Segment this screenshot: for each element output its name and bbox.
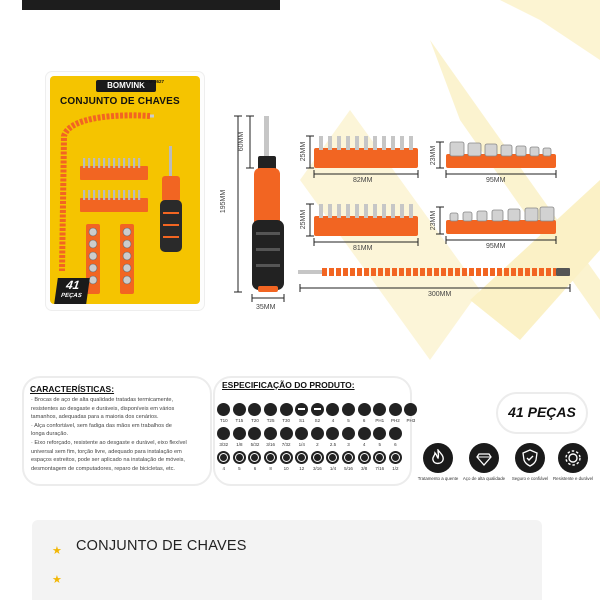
features-line: espaços estreitos, pode ser aplicado na instalação de móveis, — [31, 457, 185, 464]
spec-label: 6 — [362, 418, 366, 423]
spec-label: T10 — [219, 418, 228, 423]
gear-icon — [558, 443, 588, 473]
spec-item — [247, 403, 263, 423]
spec-label: 8 — [269, 466, 272, 471]
bit-icon — [248, 403, 261, 416]
bit-icon — [295, 403, 308, 416]
spec-label: 3/32 — [219, 442, 229, 447]
features-title: CARACTERÍSTICAS: — [30, 384, 115, 394]
spec-row-sockets — [216, 451, 403, 471]
handle-width-dim: 35MM — [256, 304, 276, 311]
bit-icon — [280, 451, 293, 464]
bit-icon — [342, 451, 355, 464]
spec-label: 5 — [378, 442, 381, 447]
bottom-panel — [32, 520, 542, 600]
spec-label: PH1 — [375, 418, 385, 423]
spec-row-bits — [216, 403, 419, 423]
spec-item — [372, 427, 388, 447]
spec-label: 3 — [347, 442, 350, 447]
bit-icon — [404, 403, 417, 416]
bottom-title: CONJUNTO DE CHAVES — [76, 538, 247, 554]
spec-label: T30 — [282, 418, 291, 423]
spec-title: ESPECIFICAÇÃO DO PRODUTO: — [222, 380, 355, 390]
spec-item — [388, 451, 404, 471]
spec-label: 6 — [394, 442, 397, 447]
spec-label: S2 — [314, 418, 321, 423]
bit-icon — [389, 403, 402, 416]
spec-row-hex — [216, 427, 403, 447]
features-line: · Alça confortável, sem fadiga das mãos em trabalhos de — [31, 422, 172, 429]
spec-label: 1/8 — [236, 442, 243, 447]
spec-label: 1/2 — [392, 466, 399, 471]
spec-label: T20 — [251, 418, 259, 423]
bit-icon — [217, 403, 230, 416]
socket-tray-2-illustration — [446, 207, 556, 234]
flex-shaft-length: 300MM — [428, 291, 452, 298]
bit-icon — [264, 451, 277, 464]
features-list — [31, 396, 211, 473]
spec-item — [310, 427, 326, 447]
bit-icon — [358, 427, 371, 440]
count-unit: PEÇAS — [60, 293, 83, 299]
pieces-badge-text: 41 PEÇAS — [508, 404, 576, 420]
spec-item — [263, 427, 279, 447]
bit-icon — [342, 403, 355, 416]
bit-icon — [264, 403, 277, 416]
spec-item — [388, 403, 404, 423]
spec-label: PH3 — [406, 418, 416, 423]
spec-item — [356, 403, 372, 423]
spec-label: 10 — [283, 466, 289, 471]
star-icon: ★ — [52, 545, 62, 557]
bit-tray-1-illustration — [314, 136, 418, 168]
bit-icon — [311, 403, 324, 416]
bit-icon — [326, 427, 339, 440]
bit-icon — [217, 427, 230, 440]
spec-label: 2 — [316, 442, 319, 447]
bit-icon — [373, 451, 386, 464]
spec-label: S1 — [299, 418, 305, 423]
spec-item — [216, 451, 232, 471]
spec-label: 5 — [238, 466, 241, 471]
spec-label: 3/16 — [312, 466, 322, 471]
spec-item — [294, 427, 310, 447]
spec-label: PH2 — [390, 418, 400, 423]
bit-tray-2-illustration — [314, 204, 418, 236]
bit-icon — [248, 451, 261, 464]
bit-icon — [389, 451, 402, 464]
socket-tray-1-height: 23MM — [430, 145, 438, 166]
socket-tray-1-width: 95MM — [486, 177, 506, 184]
spec-item — [325, 403, 341, 423]
socket-tray-2-height: 23MM — [430, 210, 438, 231]
spec-label: 12 — [299, 466, 305, 471]
bit-icon — [233, 403, 246, 416]
bit-icon — [280, 403, 293, 416]
features-line: · Eixo reforçado, resistente ao desgaste e durável, eixo flexível — [31, 439, 187, 446]
bit-icon — [295, 451, 308, 464]
spec-item — [341, 451, 357, 471]
spec-item — [403, 403, 419, 423]
spec-label: 7/32 — [281, 442, 291, 447]
spec-label: 4 — [331, 418, 335, 423]
spec-item — [356, 451, 372, 471]
bit-icon — [358, 451, 371, 464]
bit-icon — [326, 403, 339, 416]
bit-icon — [311, 451, 324, 464]
package-title: CONJUNTO DE CHAVES — [60, 96, 180, 107]
spec-item — [372, 403, 388, 423]
bit-tray-1-width: 82MM — [353, 177, 373, 184]
spec-item — [388, 427, 404, 447]
bit-icon — [373, 403, 386, 416]
spec-label: T15 — [235, 418, 244, 423]
spec-label: T25 — [266, 418, 275, 423]
bit-icon — [342, 427, 355, 440]
bit-tray-2-width: 81MM — [353, 245, 373, 252]
bit-icon — [233, 427, 246, 440]
spec-label: 5/32 — [250, 442, 260, 447]
spec-label: 2.5 — [329, 442, 337, 447]
features-line: resistentes ao desgaste e duráveis, disponíveis em vários — [31, 405, 175, 412]
spec-item — [372, 451, 388, 471]
features-line: universal sem fim, torção livre, adequado para instalação em — [31, 448, 182, 455]
spec-label: 6 — [253, 466, 257, 471]
bit-tray-2-height: 25MM — [300, 209, 308, 230]
spec-item — [216, 427, 232, 447]
brand-logo: BOMVINK — [96, 80, 156, 92]
spec-label: 5/16 — [344, 466, 353, 471]
features-line: longa duração. — [31, 431, 69, 438]
bit-icon — [358, 403, 371, 416]
spec-item — [341, 427, 357, 447]
spec-label: 1/4 — [298, 442, 305, 447]
spec-item — [278, 427, 294, 447]
shield-icon — [515, 443, 545, 473]
bit-tray-1-height: 25MM — [300, 141, 308, 162]
diamond-icon — [469, 443, 499, 473]
spec-label: 3/16 — [266, 442, 275, 447]
screwdriver-illustration — [252, 116, 284, 292]
spec-item — [310, 451, 326, 471]
spec-item — [263, 451, 279, 471]
spec-item — [232, 403, 248, 423]
spec-item — [278, 403, 294, 423]
spec-item — [294, 451, 310, 471]
bit-icon — [217, 451, 230, 464]
icon-label: Seguro e confiável — [511, 476, 549, 481]
spec-item — [294, 403, 310, 423]
spec-item — [310, 403, 326, 423]
features-line: · Brocas de aço de alta qualidade tratadas termicamente, — [31, 397, 174, 403]
spec-label: 5 — [347, 418, 350, 423]
icon-label: Aço de alta qualidade — [462, 476, 506, 481]
spec-item — [247, 427, 263, 447]
socket-tray-1-illustration — [446, 142, 556, 168]
bit-icon — [389, 427, 402, 440]
bit-icon — [233, 451, 246, 464]
bit-icon — [373, 427, 386, 440]
spec-item — [341, 403, 357, 423]
spec-label: 7/16 — [375, 466, 385, 471]
icon-label: Resistente e durável — [552, 476, 594, 481]
spec-label: 4 — [222, 466, 226, 471]
spec-item — [232, 451, 248, 471]
spec-label: 3/8 — [361, 466, 368, 471]
handle-total-dim: 195MM — [220, 189, 228, 214]
socket-tray-2-width: 95MM — [486, 243, 506, 250]
fire-icon — [423, 443, 453, 473]
features-line: desmontagem de computadores, reparo de bicicletas, etc. — [31, 465, 175, 472]
spec-item — [278, 451, 294, 471]
spec-label: 4 — [362, 442, 366, 447]
bit-icon — [295, 427, 308, 440]
bit-icon — [326, 451, 339, 464]
spec-item — [325, 427, 341, 447]
spec-item — [325, 451, 341, 471]
spec-item — [356, 427, 372, 447]
count-number: 41 — [65, 278, 81, 292]
features-line: tamanhos, adequadas para a maioria dos cenários. — [31, 414, 159, 421]
spec-label: 1/4 — [329, 466, 337, 471]
spec-item — [247, 451, 263, 471]
bit-icon — [248, 427, 261, 440]
spec-item — [216, 403, 232, 423]
spec-item — [263, 403, 279, 423]
star-icon: ★ — [52, 574, 62, 586]
spec-item — [232, 427, 248, 447]
icon-label: Tratamento a quente — [417, 476, 459, 481]
flex-shaft-illustration — [298, 268, 570, 276]
bit-icon — [280, 427, 293, 440]
bit-icon — [311, 427, 324, 440]
handle-top-dim: 60MM — [238, 131, 246, 152]
model-number: BOM-3627 — [142, 79, 165, 84]
bit-icon — [264, 427, 277, 440]
